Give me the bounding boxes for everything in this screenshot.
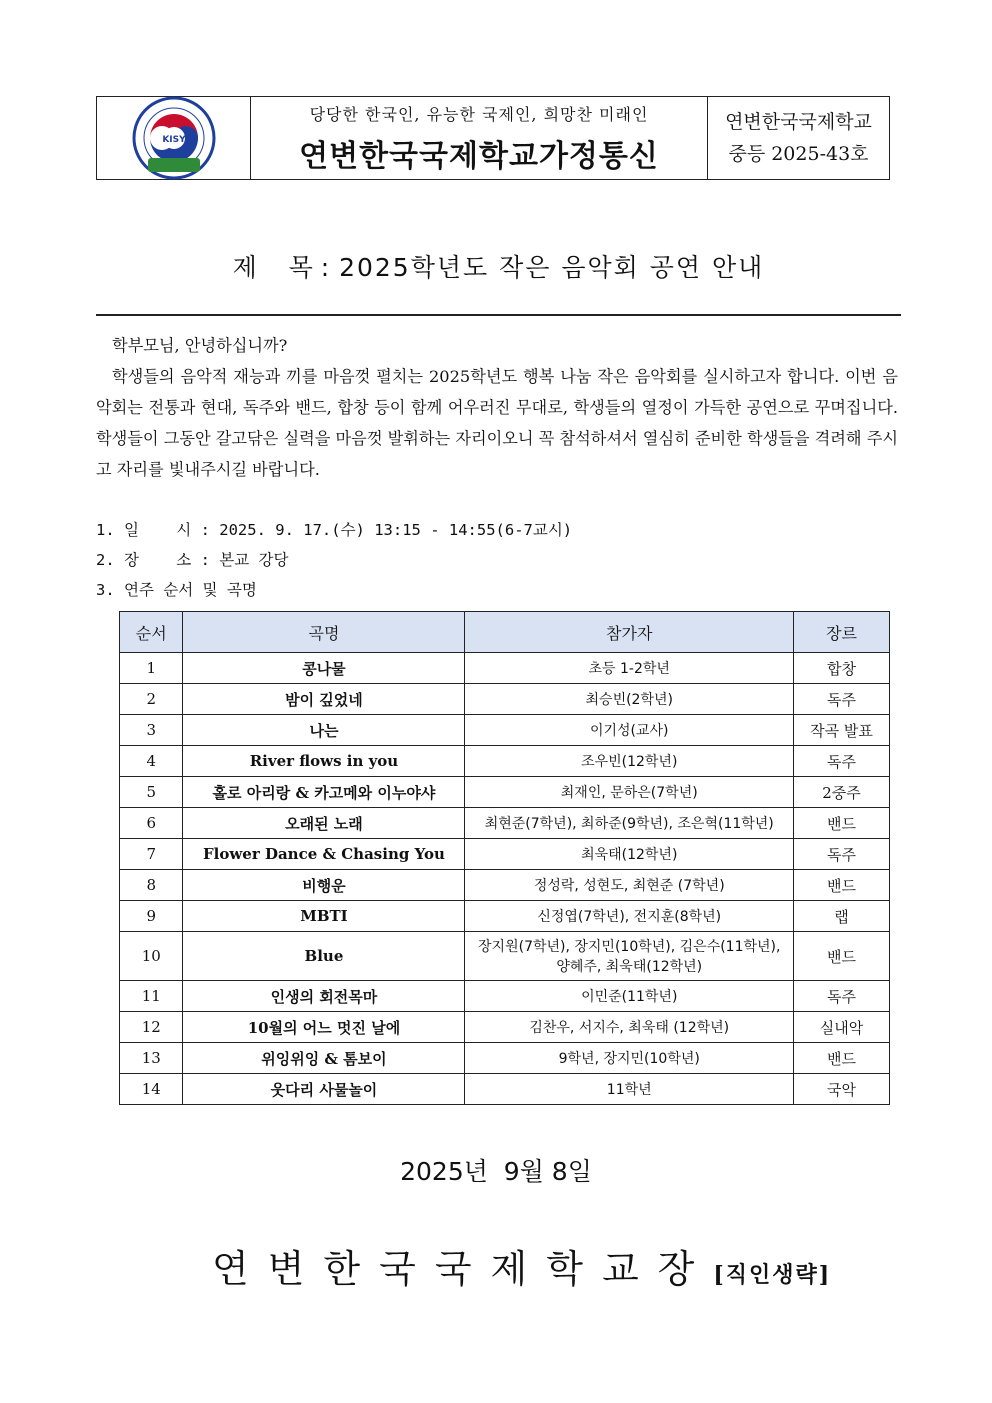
greeting: 학부모님, 안녕하십니까? [112, 336, 288, 355]
genre-cell: 독주 [794, 684, 890, 715]
title-cell: 10월의 어느 멋진 날에 [183, 1012, 465, 1043]
principal-name: 연변한국국제학교장 [212, 1247, 714, 1291]
issue-number: 중등 2025-43호 [728, 143, 869, 165]
performer-cell: 조우빈(12학년) [465, 746, 794, 777]
issue-cell [708, 97, 889, 179]
divider [96, 314, 901, 316]
school-motto: 당당한 한국인, 유능한 국제인, 희망찬 미래인 [309, 104, 649, 124]
title-cell: 밤이 깊었네 [183, 684, 465, 715]
genre-cell: 밴드 [794, 932, 890, 981]
order-cell: 8 [120, 870, 183, 901]
order-cell: 2 [120, 684, 183, 715]
performer-cell: 신정엽(7학년), 전지훈(8학년) [465, 901, 794, 932]
genre-cell: 작곡 발표 [794, 715, 890, 746]
order-cell: 3 [120, 715, 183, 746]
performer-cell: 정성락, 성현도, 최현준 (7학년) [465, 870, 794, 901]
genre-cell: 독주 [794, 746, 890, 777]
performer-cell: 최재인, 문하은(7학년) [465, 777, 794, 808]
subject-label: 제 목 : [232, 253, 330, 282]
title-cell: Blue [183, 932, 465, 981]
performer-cell: 이기성(교사) [465, 715, 794, 746]
order-cell: 4 [120, 746, 183, 777]
table-row [120, 901, 890, 932]
subject-title: 2025학년도 작은 음악회 공연 안내 [339, 253, 765, 282]
table-row [120, 746, 890, 777]
table-row [120, 981, 890, 1012]
table-row [120, 1074, 890, 1105]
newsletter-title: 연변한국국제학교가정통신 [299, 138, 659, 174]
title-cell: 홀로 아리랑 & 카고메와 이누야샤 [183, 777, 465, 808]
order-cell: 11 [120, 981, 183, 1012]
school-emblem-icon [132, 96, 216, 180]
title-cell: River flows in you [183, 746, 465, 777]
table-row [120, 839, 890, 870]
header-genre: 장르 [794, 612, 890, 653]
performer-cell: 이민준(11학년) [465, 981, 794, 1012]
performer-cell: 장지원(7학년), 장지민(10학년), 김은수(11학년), 양혜주, 최욱태(12학년) [465, 932, 794, 981]
order-cell: 10 [120, 932, 183, 981]
performer-cell: 9학년, 장지민(10학년) [465, 1043, 794, 1074]
title-cell: 웃다리 사물놀이 [183, 1074, 465, 1105]
subject-line [96, 248, 901, 284]
order-cell: 6 [120, 808, 183, 839]
table-row [120, 684, 890, 715]
info-place: 2. 장 소 : 본교 강당 [96, 551, 289, 569]
body-paragraph: 학생들의 음악적 재능과 끼를 마음껏 펼치는 2025학년도 행복 나눔 작은 음악회를 실시하고자 합니다. 이번 음악회는 전통과 현대, 독주와 밴드, 합창 등이 함께 어우러진 무대로, 학생들의 열정이 가득한 공연으로 꾸며집니다. 학생들이 그동안 갈고닦은 실력을 마음껏 발휘하는 자리이오니 꼭 참석하셔서 열심히 준비한 학생들을 격려해 주시고 자리를 빛내주시길 바랍니다. [96, 367, 898, 479]
performer-cell: 최현준(7학년), 최하준(9학년), 조은혁(11학년) [465, 808, 794, 839]
issue-date: 2025년 9월 8일 [400, 1157, 592, 1186]
order-cell: 14 [120, 1074, 183, 1105]
genre-cell: 밴드 [794, 1043, 890, 1074]
title-cell: MBTI [183, 901, 465, 932]
order-cell: 1 [120, 653, 183, 684]
table-row [120, 653, 890, 684]
header-order: 순서 [120, 612, 183, 653]
genre-cell: 독주 [794, 981, 890, 1012]
genre-cell: 독주 [794, 839, 890, 870]
letter-body [96, 330, 898, 485]
genre-cell: 실내악 [794, 1012, 890, 1043]
title-cell: 위잉위잉 & 톰보이 [183, 1043, 465, 1074]
performer-cell: 최승빈(2학년) [465, 684, 794, 715]
title-cell: 나는 [183, 715, 465, 746]
performer-cell: 11학년 [465, 1074, 794, 1105]
title-cell: 비행운 [183, 870, 465, 901]
newsletter-header [96, 96, 890, 180]
genre-cell: 국악 [794, 1074, 890, 1105]
order-cell: 9 [120, 901, 183, 932]
order-cell: 13 [120, 1043, 183, 1074]
title-cell: 인생의 회전목마 [183, 981, 465, 1012]
performer-cell: 최욱태(12학년) [465, 839, 794, 870]
seal-note: [직인생략] [713, 1262, 832, 1288]
info-program: 3. 연주 순서 및 곡명 [96, 581, 257, 599]
genre-cell: 랩 [794, 901, 890, 932]
order-cell: 7 [120, 839, 183, 870]
genre-cell: 밴드 [794, 870, 890, 901]
order-cell: 12 [120, 1012, 183, 1043]
title-cell: 오래된 노래 [183, 808, 465, 839]
info-date: 1. 일 시 : 2025. 9. 17.(수) 13:15 - 14:55(6-7교시) [96, 521, 573, 539]
title-cell: Flower Dance & Chasing You [183, 839, 465, 870]
principal-signature [212, 1238, 831, 1293]
table-header-row [120, 612, 890, 653]
genre-cell: 합창 [794, 653, 890, 684]
title-cell: 콩나물 [183, 653, 465, 684]
table-row [120, 1012, 890, 1043]
logo-text: KISY [161, 135, 186, 145]
table-row [120, 777, 890, 808]
header-title: 곡명 [183, 612, 465, 653]
table-row [120, 932, 890, 981]
school-logo [97, 97, 251, 179]
order-cell: 5 [120, 777, 183, 808]
performer-cell: 김찬우, 서지수, 최욱태 (12학년) [465, 1012, 794, 1043]
title-cell [251, 97, 708, 179]
header-performer: 참가자 [465, 612, 794, 653]
genre-cell: 밴드 [794, 808, 890, 839]
program-table [119, 611, 890, 1105]
table-row [120, 715, 890, 746]
table-row [120, 808, 890, 839]
school-name: 연변한국국제학교 [725, 111, 872, 133]
table-row [120, 870, 890, 901]
table-row [120, 1043, 890, 1074]
genre-cell: 2중주 [794, 777, 890, 808]
performer-cell: 초등 1-2학년 [465, 653, 794, 684]
